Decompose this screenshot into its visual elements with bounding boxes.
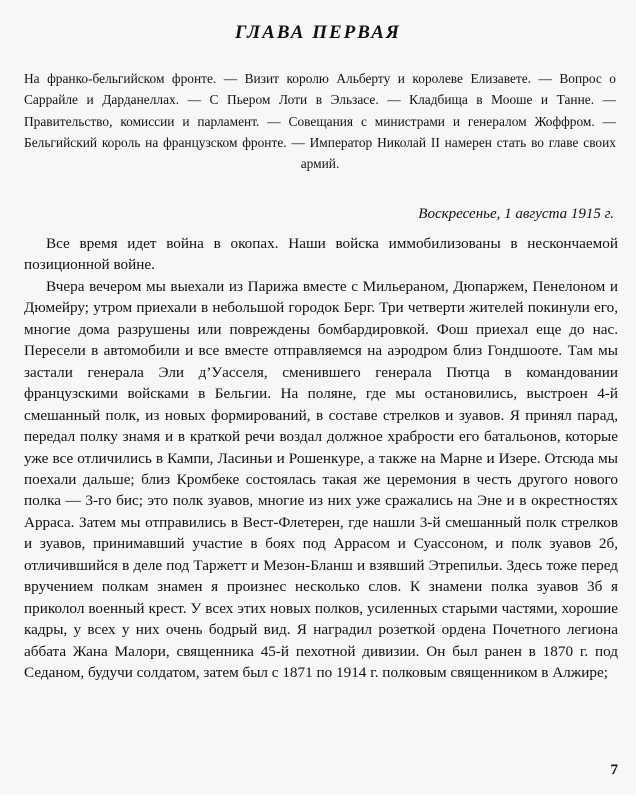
dateline: Воскресенье, 1 августа 1915 г. — [418, 206, 614, 222]
chapter-title: ГЛАВА ПЕРВАЯ — [234, 22, 402, 43]
paragraph: Все время идет война в окопах. Наши войска иммобилизованы в нескончаемой позиционной войне. — [24, 235, 618, 274]
page-number: 7 — [610, 762, 618, 778]
chapter-synopsis: На франко-бельгийском фронте. — Визит королю Альберту и королеве Елизавете. — Вопрос о Саррайле и Дарданеллах. — С Пьером Лоти в Эльзасе. — Кладбища в Мооше и Танне. — Правительство, комиссии и парламент. — Совещания с министрами и генералом Жоффром. — Бельгийский король на французском фронте. — Император Николай II намерен стать во главе своих армий. — [24, 71, 616, 172]
paragraph: Вчера вечером мы выехали из Парижа вместе с Мильераном, Дюпаржем, Пенелоном и Дюмейру; утром приехали в небольшой городок Берг. Три четверти жителей покинули его, многие дома разрушены или повреждены бомбардировкой. Фош приехал еще до нас. Пересели в автомобили и все вместе отправляемся на аэродром близ Гондшооте. Там мы застали генерала Эли д’Уасселя, сменившего генерала Пютца в командовании французскими войсками в Бельгии. На поляне, где мы остановились, выстроен 4-й смешанный полк, из новых формирований, в составе стрелков и зуавов. Я принял парад, передал полку знамя и в краткой речи воздал должное храбрости его батальонов, которые уже все отличились в Кампи, Ласиньи и Рошенкуре, а также на Марне и Изере. Отсюда мы поехали дальше; близ Кромбеке состоялась такая же церемония в честь другого нового полка — 3-го бис; это полк зуавов, многие из них уже сражались на Эне и в окрестностях Арраса. Затем мы отправились в Вест-Флетерен, где нашли 3-й смешанный полк стрелков и зуавов, принимавший участие в боях под Аррасом и Суассоном, и полк зуавов 2б, отличившийся в деле под Таржетт и Мезон-Бланш и взявший Этрепильи. Здесь тоже перед вручением полкам знамен я произнес несколько слов. К знамени полка зуавов 3б я приколол военный крест. У всех этих новых полков, усиленных старыми частями, хорошие кадры, у всех у них очень бодрый вид. Я наградил розеткой ордена Почетного легиона аббата Жана Малори, священника 45-й пехотной дивизии. Он был ранен в 1870 г. под Седаном, будучи солдатом, затем был с 1871 по 1914 г. полковым священником в Алжире; — [24, 277, 618, 682]
body-text — [24, 233, 618, 684]
